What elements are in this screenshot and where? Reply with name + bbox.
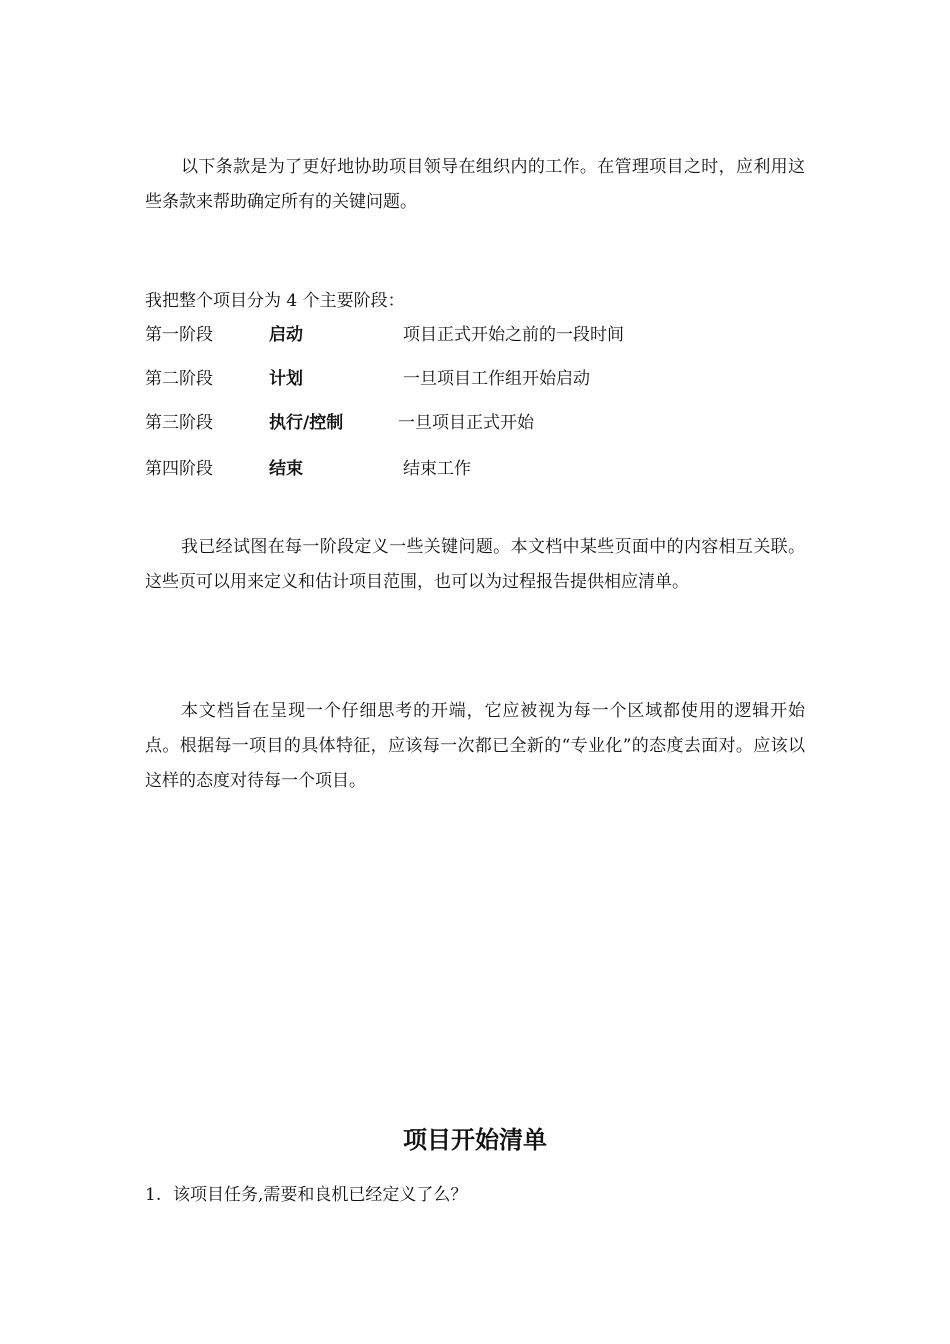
document-purpose-paragraph: 本文档旨在呈现一个仔细思考的开端，它应被视为每一个区域都使用的逻辑开始点。根据每一项目的具体特征，应该每一次都已全新的“专业化”的态度去面对。应该以这样的态度对待每一个项目。 bbox=[145, 701, 805, 791]
phase-description: 结束工作 bbox=[403, 459, 471, 479]
phase-row-2 bbox=[145, 367, 805, 391]
phase-description: 项目正式开始之前的一段时间 bbox=[403, 325, 624, 345]
phase-name: 计划 bbox=[269, 369, 303, 389]
phase-description: 一旦项目工作组开始启动 bbox=[403, 369, 590, 389]
phase-name: 执行/控制 bbox=[269, 413, 344, 433]
phase-description: 一旦项目正式开始 bbox=[398, 413, 534, 433]
checklist-title: 项目开始清单 bbox=[403, 1126, 547, 1154]
list-item-text: 该项目任务,需要和良机已经定义了么？ bbox=[173, 1185, 468, 1205]
phase-label: 第一阶段 bbox=[145, 325, 213, 345]
list-number: 1. bbox=[145, 1185, 162, 1205]
phase-name: 启动 bbox=[269, 325, 303, 345]
phase-label: 第二阶段 bbox=[145, 369, 213, 389]
phase-row-1 bbox=[145, 323, 805, 347]
phase-name: 结束 bbox=[269, 459, 303, 479]
phase-label: 第三阶段 bbox=[145, 413, 213, 433]
phase-row-4 bbox=[145, 457, 805, 481]
phase-label: 第四阶段 bbox=[145, 459, 213, 479]
checklist-item-1 bbox=[145, 1183, 467, 1207]
phases-intro-line: 我把整个项目分为 4 个主要阶段： bbox=[145, 291, 405, 311]
phase-row-3 bbox=[145, 411, 805, 435]
intro-paragraph: 以下条款是为了更好地协助项目领导在组织内的工作。在管理项目之时，应利用这些条款来帮助确定所有的关键问题。 bbox=[145, 157, 805, 212]
phase-definition-paragraph: 我已经试图在每一阶段定义一些关键问题。本文档中某些页面中的内容相互关联。这些页可以用来定义和估计项目范围，也可以为过程报告提供相应清单。 bbox=[145, 537, 805, 592]
